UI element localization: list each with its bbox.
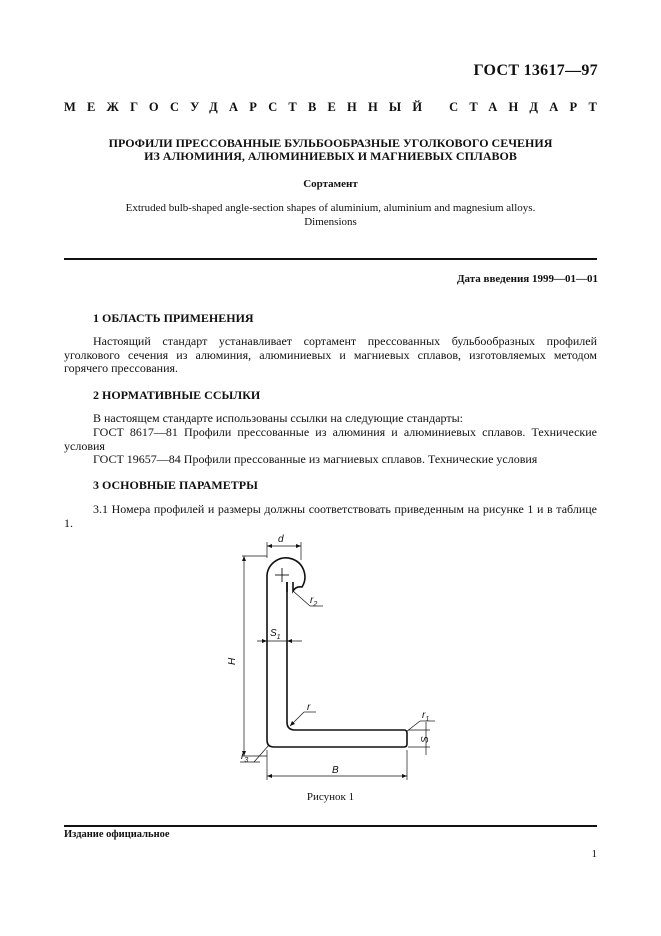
english-title-line-1: Extruded bulb-shaped angle-section shapes of aluminium, aluminium and magnesium alloys. (125, 202, 536, 214)
profile-outline (267, 558, 407, 747)
title-line-1: ПРОФИЛИ ПРЕССОВАННЫЕ БУЛЬБООБРАЗНЫЕ УГОЛКОВОГО СЕЧЕНИЯ (108, 136, 553, 150)
section-3-text: 3.1 Номера профилей и размеры должны соответствовать приведенным на рисунке 1 и в таблице 1. (64, 502, 597, 530)
standard-type-word-standard: СТАНДАРТ (449, 100, 608, 114)
dimension-label-s1: $S_1$ (270, 628, 281, 641)
english-title (64, 202, 597, 229)
section-1-heading: 1 ОБЛАСТЬ ПРИМЕНЕНИЯ (93, 311, 254, 325)
section-1-text: Настоящий стандарт устанавливает сортамент прессованных бульбообразных профилей уголкового сечения из алюминия, алюминиевых и магниевых сплавов, изготовляемых методом горячего прессования. (64, 334, 597, 375)
dimension-label-d: d (278, 534, 284, 545)
profile-drawing (227, 530, 440, 788)
dimension-label-r2: $r_2$ (310, 595, 318, 608)
section-2-reference-2: ГОСТ 19657—84 Профили прессованные из магниевых сплавов. Технические условия (93, 452, 538, 466)
page-number: 1 (591, 848, 597, 860)
dimension-label-S: S (420, 736, 431, 743)
english-title-line-2: Dimensions (304, 215, 357, 228)
edition-note: Издание официальное (64, 829, 170, 840)
dimension-label-B: B (332, 765, 339, 776)
top-divider (64, 258, 597, 260)
dimension-label-r3: $r_3$ (241, 751, 249, 764)
section-2-heading: 2 НОРМАТИВНЫЕ ССЫЛКИ (93, 388, 261, 402)
section-2-reference-1: ГОСТ 8617—81 Профили прессованные из алюминия и алюминиевых сплавов. Технические условия (64, 425, 597, 453)
section-2-intro: В настоящем стандарте использованы ссылки на следующие стандарты: (93, 411, 464, 425)
document-title (64, 137, 597, 163)
title-line-2: ИЗ АЛЮМИНИЯ, АЛЮМИНИЕВЫХ И МАГНИЕВЫХ СПЛАВОВ (144, 149, 517, 163)
dimension-label-r1: $r_1$ (422, 710, 430, 723)
introduction-date: Дата введения 1999—01—01 (456, 273, 598, 285)
document-subtitle: Сортамент (303, 178, 358, 190)
document-number: ГОСТ 13617—97 (473, 62, 598, 79)
standard-type-line (64, 100, 608, 115)
standard-type-word-interstate: МЕЖГОСУДАРСТВЕННЫЙ (64, 100, 434, 114)
bottom-divider (64, 825, 597, 827)
dimension-label-H: H (227, 657, 238, 665)
figure-caption: Рисунок 1 (306, 791, 355, 803)
dimension-label-r: r (307, 702, 311, 713)
section-3-heading: 3 ОСНОВНЫЕ ПАРАМЕТРЫ (93, 478, 258, 492)
